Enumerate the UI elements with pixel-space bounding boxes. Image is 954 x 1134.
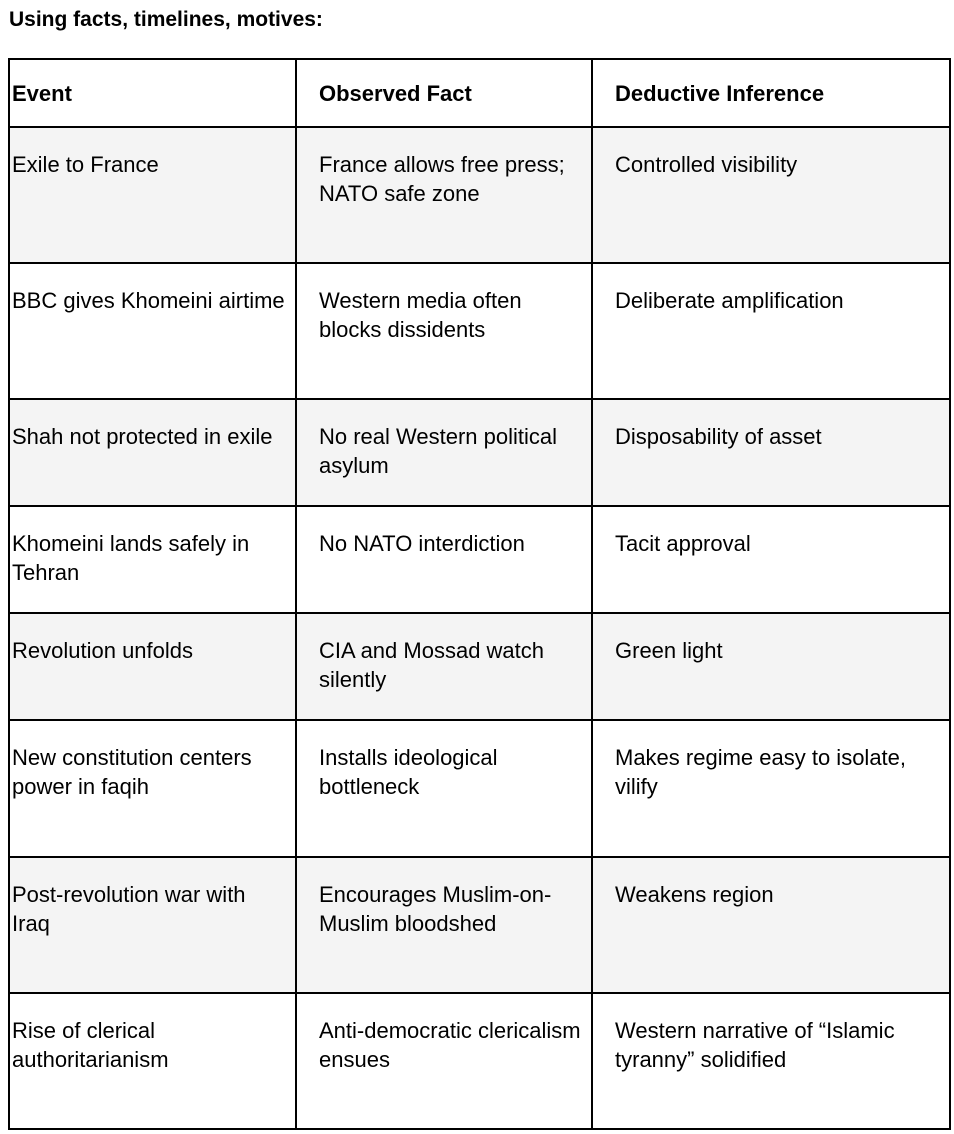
table-row (9, 613, 950, 720)
observed-fact-cell: Encourages Muslim-on-Muslim bloodshed (296, 857, 592, 993)
table-row (9, 857, 950, 993)
deductive-inference-cell: Tacit approval (592, 506, 950, 613)
table-row (9, 263, 950, 399)
deductive-inference-cell: Green light (592, 613, 950, 720)
observed-fact-cell: Installs ideological bottleneck (296, 720, 592, 857)
column-header-deductive-inference: Deductive Inference (592, 59, 950, 127)
observed-fact-cell: No real Western political asylum (296, 399, 592, 506)
event-cell: Rise of clerical authoritarianism (9, 993, 296, 1129)
observed-fact-cell: CIA and Mossad watch silently (296, 613, 592, 720)
table-row (9, 506, 950, 613)
table-row (9, 127, 950, 263)
event-cell: New constitution centers power in faqih (9, 720, 296, 857)
inference-table (8, 58, 951, 1130)
event-cell: Khomeini lands safely in Tehran (9, 506, 296, 613)
deductive-inference-cell: Disposability of asset (592, 399, 950, 506)
event-cell: Exile to France (9, 127, 296, 263)
table-row (9, 720, 950, 857)
event-cell: Post-revolution war with Iraq (9, 857, 296, 993)
table-row (9, 399, 950, 506)
observed-fact-cell: Western media often blocks dissidents (296, 263, 592, 399)
page-heading: Using facts, timelines, motives: (9, 8, 323, 31)
deductive-inference-cell: Controlled visibility (592, 127, 950, 263)
event-cell: Shah not protected in exile (9, 399, 296, 506)
table-row (9, 993, 950, 1129)
table-header-row (9, 59, 950, 127)
event-cell: BBC gives Khomeini airtime (9, 263, 296, 399)
deductive-inference-cell: Makes regime easy to isolate, vilify (592, 720, 950, 857)
column-header-observed-fact: Observed Fact (296, 59, 592, 127)
deductive-inference-cell: Western narrative of “Islamic tyranny” solidified (592, 993, 950, 1129)
observed-fact-cell: France allows free press; NATO safe zone (296, 127, 592, 263)
observed-fact-cell: Anti-democratic clericalism ensues (296, 993, 592, 1129)
observed-fact-cell: No NATO interdiction (296, 506, 592, 613)
deductive-inference-cell: Weakens region (592, 857, 950, 993)
event-cell: Revolution unfolds (9, 613, 296, 720)
deductive-inference-cell: Deliberate amplification (592, 263, 950, 399)
column-header-event: Event (9, 59, 296, 127)
